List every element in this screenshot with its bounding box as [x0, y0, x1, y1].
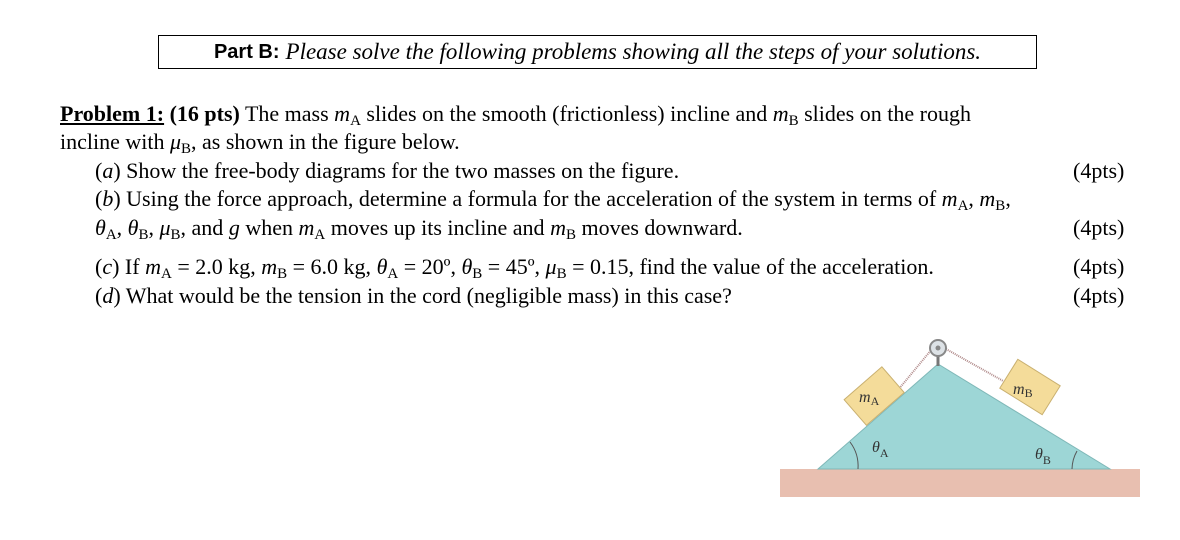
- part-b-text-3: when: [245, 215, 293, 240]
- sym-mB: $m_B$: [772, 101, 799, 129]
- part-b-text-5: moves downward.: [581, 215, 743, 240]
- incline-diagram: [780, 332, 1140, 502]
- part-d: (d) What would be the tension in the cord (negligible mass) in this case?: [95, 283, 732, 308]
- part-a: (a) Show the free-body diagrams for the two masses on the figure.: [95, 158, 680, 183]
- problem-points: (16 pts): [169, 101, 240, 126]
- part-instructions: Please solve the following problems showing all the steps of your solutions.: [285, 39, 982, 64]
- ground: [780, 469, 1140, 497]
- problem-intro-line2-a: incline with: [60, 129, 165, 154]
- part-b-points: (4pts): [1073, 215, 1125, 240]
- sym-muB: $\mu_B$: [169, 129, 192, 157]
- part-b-line-1: (b) Using the force approach, determine a formula for the acceleration of the system in terms of $m_A$, $m_B$,: [95, 186, 1011, 214]
- part-c-thA: = 20º,: [403, 254, 456, 279]
- part-c-letter: c: [102, 254, 113, 279]
- part-b-text-2: and: [191, 215, 224, 240]
- part-header: [158, 35, 1037, 69]
- problem-intro-1: The mass: [244, 101, 329, 126]
- part-b-g: g: [228, 215, 240, 240]
- part-c-points: (4pts): [1073, 254, 1125, 279]
- problem-line-1: [60, 100, 971, 128]
- problem-intro-2: slides on the smooth (frictionless) incline and: [366, 101, 768, 126]
- part-c: (c) If $m_A = 2.0$ kg, $m_B = 6.0$ kg, $\theta_A$ = 20º, $\theta_B$ = 45º, $\mu_B = 0.15$, find the value of the acceleration.: [95, 254, 934, 282]
- part-c-mu: = 0.15, find the value of the acceleration.: [572, 254, 934, 279]
- part-a-text: Show the free-body diagrams for the two masses on the figure.: [126, 158, 680, 183]
- pulley-axle: [936, 346, 941, 351]
- part-d-text: What would be the tension in the cord (negligible mass) in this case?: [125, 283, 732, 308]
- part-d-points: (4pts): [1073, 283, 1125, 308]
- part-c-thB: = 45º,: [487, 254, 541, 279]
- part-c-mB: = 6.0 kg,: [292, 254, 372, 279]
- label-mA: mA: [859, 389, 880, 408]
- part-a-points: (4pts): [1073, 158, 1125, 183]
- label-thetaA: $\theta_A$: [872, 439, 889, 460]
- sym-mA: $m_A$: [334, 101, 361, 129]
- part-c-mA: = 2.0 kg,: [177, 254, 256, 279]
- problem-title: Problem 1:: [60, 101, 165, 126]
- part-d-letter: d: [102, 283, 114, 308]
- incline-figure: [780, 332, 1140, 502]
- part-a-letter: a: [102, 158, 114, 183]
- part-label: Part B:: [213, 40, 280, 63]
- label-mB: mB: [1013, 381, 1033, 400]
- label-thetaB: $\theta_B$: [1035, 446, 1051, 467]
- part-b-text-4: moves up its incline and: [330, 215, 545, 240]
- part-b-line-2: $\theta_A$, $\theta_B$, $\mu_B$, and g when $m_A$ moves up its incline and $m_B$ moves downward.: [95, 215, 743, 243]
- problem-line-2: [60, 128, 460, 156]
- problem-intro-line2-b: , as shown in the figure below.: [191, 129, 460, 154]
- part-c-text-1: If: [124, 254, 140, 279]
- part-b-letter: b: [102, 186, 114, 211]
- problem-intro-3: slides on the rough: [804, 101, 971, 126]
- part-b-text-1: Using the force approach, determine a formula for the acceleration of the system in terms of: [126, 186, 937, 211]
